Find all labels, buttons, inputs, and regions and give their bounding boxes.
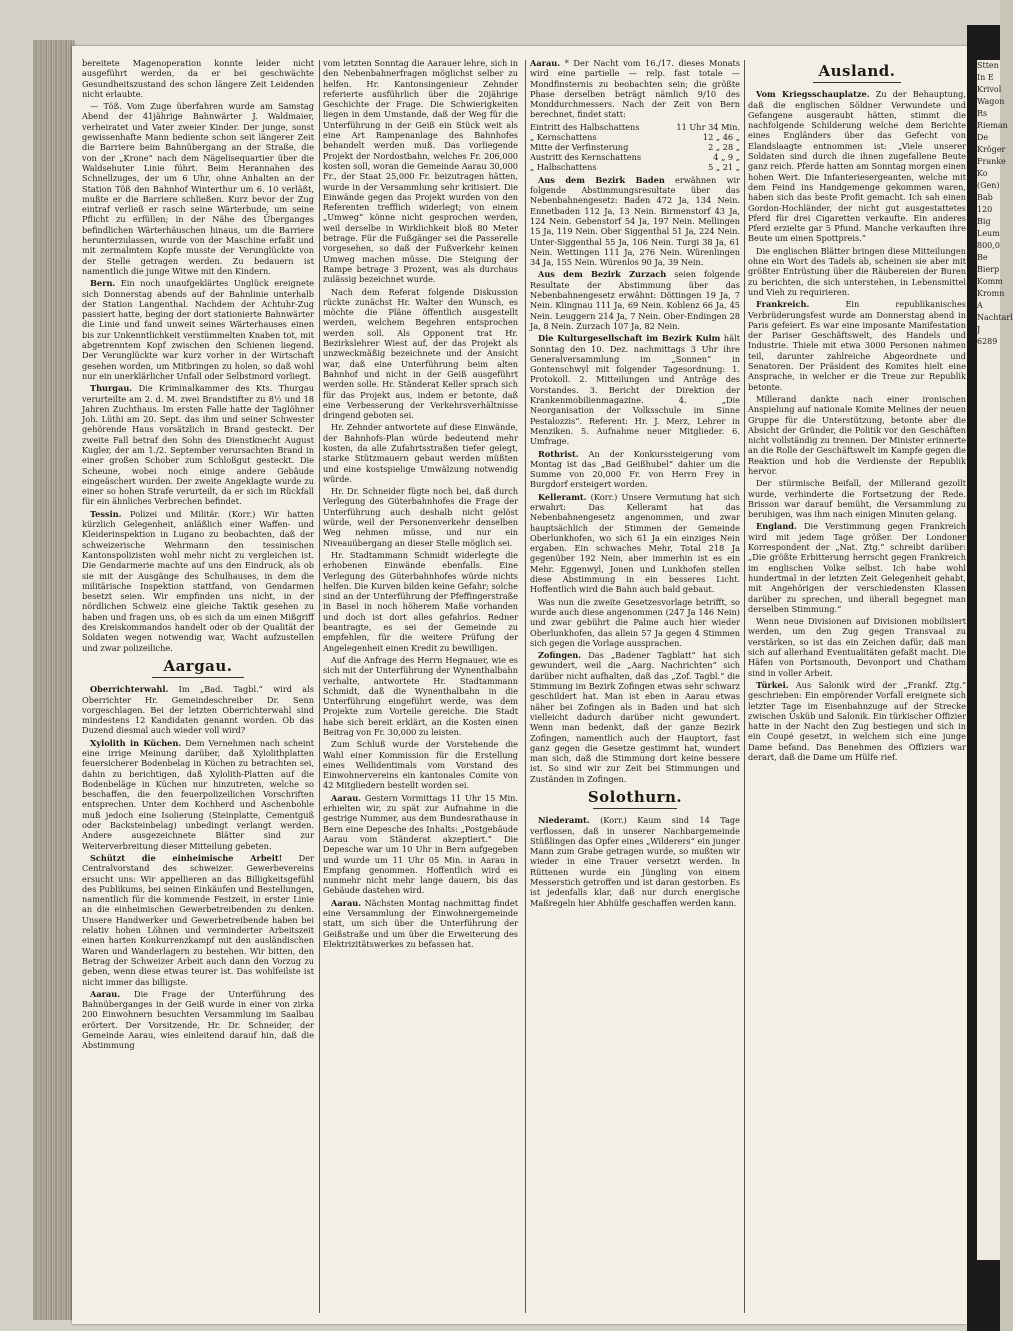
dateline-kelleramt: Kelleramt.: [538, 491, 587, 502]
phase-time: 2 „ 28 „: [708, 141, 740, 152]
dateline-tessin: Tessin.: [90, 508, 122, 519]
headline-baden: Aus dem Bezirk Baden: [538, 174, 665, 185]
edge-fragment: Bab: [977, 193, 993, 202]
headline-kriegsschauplatz: Vom Kriegsschauplatze.: [756, 89, 870, 100]
article-paragraph: Hr. Stadtammann Schmidt widerlegte die erhobenen Einwände ebenfalls. Eine Verlegung des Güterbahnhofes würde nichts helfen. Die Kurven bilden keine Gefahr; solche sind an der Unterführung der Pfeffingerstraße in Basel in noch höherem Maße vorhanden und doch ist dort alles gefahrlos. Redner beantragte, es sei der Gemeinde zu empfehlen, für die weitere Prüfung der Angelegenheit einen Kredit zu bewilligen.: [323, 549, 518, 653]
facing-page-edge: [977, 60, 1013, 1260]
section-heading-solothurn: Solothurn.: [587, 788, 683, 806]
article-paragraph: Millerand dankte nach einer ironischen Anspielung auf nationale Komite Melines der neuen Gruppe für die Unterstützung, betonte aber die Absicht der Gründer, die Politik vor den Geschäften nicht vollständig zu trennen. Der Minister erinnerte an die Rolle der Geschäftswelt im Kampfe gegen die Reaktion und hob die Verdienste der Republik hervor.: [748, 393, 966, 476]
phase-time: 12 „ 46 „: [702, 131, 740, 142]
article-text: Aus Salonik wird der „Frankf. Ztg.“ geschrieben: Ein empörender Vorfall ereignete sich letzter Tage im Eisenbahnzuge auf der Strecke zwischen Üsküb und Salonik. Ein türkischer Offizier hatte in der Nacht den Zug bestiegen und sich in ein Coupé gesetzt, in welchem sich eine junge Dame befand. Das Benehmen des Offiziers war derart, daß die Dame um Hülfe rief.: [748, 679, 967, 762]
dateline-aarau: Aarau.: [90, 988, 121, 999]
article-text: Der Centralvorstand des schweizer. Gewerbevereins ersucht uns: Wir appellieren an das Billigkeitsgefühl des Publikums, bei seinen Einkäufen und Bestellungen, namentlich für die kommende Festzeit, in erster Linie an die einheimischen Gewerbetreibenden zu denken. Unsere Handwerker und Gewerbetreibende haben bei relativ hohen Löhnen und verminderter Arbeitszeit einen harten Konkurrenzkampf mit den ausländischen Waren und Wanderlagern zu bestehen. Wir bitten, den Betrag der Schweizer Arbeit auch dann den Vorzug zu geben, wenn diese etwas teurer ist. Das wohlfeilste ist nicht immer das billigste.: [82, 852, 314, 987]
headline-zurzach: Aus dem Bezirk Zurzach: [538, 269, 667, 280]
article-kriegsschauplatz: [748, 89, 966, 243]
stacked-page-edges: [33, 40, 75, 1320]
section-heading-aargau: Aargau.: [163, 656, 233, 675]
dateline-rothrist: Rothrist.: [538, 448, 579, 459]
phase-label: „ Halbschattens: [530, 161, 597, 172]
timetable-row: [530, 142, 740, 152]
dateline-bern: Bern.: [90, 278, 116, 289]
article-paragraph: Was nun die zweite Gesetzesvorlage betrifft, so wurde auch diese angenommen (247 Ja 146 Nein) und zwar gebührt die Palme auch hier wieder Oberlunkhofen, das allein 57 Ja gegen 4 Stimmen sich gegen die Vorlage aussprachen.: [530, 596, 740, 648]
column-3: [530, 58, 740, 1319]
headline-xylolith: Xylolith in Küchen.: [90, 737, 182, 748]
dateline-aarau: Aarau.: [331, 897, 362, 908]
edge-fragment: 6289: [977, 337, 998, 346]
edge-fragment: De: [977, 133, 989, 142]
article-paragraph: Wenn neue Divisionen auf Divisionen mobilisiert werden, um den Zug gegen Transvaal zu verstärken, so ist das ein Zeichen dafür, daß man sich auf allerhand Eventualitäten gefaßt macht. Die Häfen von Portsmouth, Devonport und Chatham sind in voller Arbeit.: [748, 616, 966, 678]
article-text: seien folgende Resultate der Abstimmung über das Nebenbahnengesetz erwähnt: Döttingen 19 Ja, 7 Nein. Klingnau 111 Ja, 69 Nein. Koblenz 66 Ja, 45 Nein. Leuggern 214 Ja, 7 Nein. Ober-Endingen 28 Ja, 8 Nein. Zurzach 107 Ja, 82 Nein.: [530, 269, 740, 331]
edge-fragment: Komm: [977, 277, 1003, 286]
article-text: (Korr.) Kaum sind 14 Tage verflossen, daß in unserer Nachbargemeinde Stüßlingen das Opfer eines „Wilderers“ ein junger Mann zum Grabe getragen wurde, so mußten wir wieder in eine Trauer versetzt werden. In Rüttenen wurde ein Jüngling von einem Messerstich getroffen und ist daran gestorben. Es ist jedenfalls klar, daß nur durch energische Maßregeln hier Abhülfe geschaffen werden kann.: [530, 815, 740, 908]
article-text: Die Verstimmung gegen Frankreich wird mit jedem Tage größer. Der Londoner Korrespondent der „Nat. Ztg.“ schreibt darüber: „Die größte Erbitterung herrscht gegen Frankreich im englischen Volke selbst. Ich habe wohl hundertmal in der letzten Zeit Gelegenheit gehabt, mit Angehörigen der verschiedensten Klassen darüber zu sprechen, und überall begegnet man derselben Stimmung.“: [748, 521, 966, 614]
article-text: Im „Bad. Tagbl.“ wird als Oberrichter Hr. Gemeindeschreiber Dr. Senn vorgeschlagen. Bei der letzten Oberrichterwahl sind mindestens 12 Kandidaten genannt worden. Ob das Duzend diesmal auch wieder voll wird?: [82, 684, 314, 736]
article-text: erwähnen wir folgende Abstimmungsresultate über das Nebenbahnengesetz: Baden 472 Ja, 134 Nein. Ennetbaden 112 Ja, 13 Nein. Birmenstorf 43 Ja, 124 Nein. Gebenstorf 54 Ja, 197 Nein. Mellingen 15 Ja, 119 Nein. Ober Siggenthal 51 Ja, 224 Nein. Unter-Siggenthal 55 Ja, 106 Nein. Turgi 38 Ja, 61 Nein. Wettingen 111 Ja, 276 Nein. Würenlingen 34 Ja, 155 Nein. Würenlos 90 Ja, 39 Nein.: [530, 174, 740, 268]
phase-label: Eintritt des Halbschattens: [530, 121, 640, 132]
headline-oberrichterwahl: Oberrichterwahl.: [90, 684, 169, 695]
article-baden: [530, 175, 740, 268]
article-thurgau: [82, 383, 314, 507]
dateline-niederamt: Niederamt.: [538, 815, 590, 826]
eclipse-timetable: [530, 122, 740, 172]
edge-fragment: Rieman: [977, 121, 1008, 130]
article-text: Das „Badener Tagblatt“ hat sich gewundert, weil die „Aarg. Nachrichten“ sich darüber nicht aufhalten, daß das „Zof. Tagbl.“ die Stimmung im Bezirk Zofingen etwas sehr schwarz geschildert hat. Man ist eben in Aarau etwas näher bei Zofingen als in Baden und hat sich vielleicht dadurch darüber nicht gewundert. Wenn man bedenkt, daß der ganze Bezirk Zofingen, namentlich auch der Hauptort, fast ganz gegen die Gesetze gestimmt hat, wundert man sich, daß die Stimmung dort keine bessere ist. So sind wir zur Zeit bei Stimmungen und Zuständen in Zofingen.: [530, 650, 740, 784]
dateline-zofingen: Zofingen.: [538, 650, 582, 661]
dateline-england: England.: [756, 521, 797, 532]
article-text: Nächsten Montag nachmittag findet eine Versammlung der Einwohnergemeinde statt, um sich über die Unterführung der Geißstraße und um über die Erweiterung des Elektrizitätswerkes zu befassen hat.: [323, 897, 518, 949]
edge-fragment: Leum: [977, 229, 1000, 238]
edge-fragment: Kröger: [977, 145, 1006, 154]
edge-fragment: Bierp: [977, 265, 1000, 274]
article-text: Zu der Behauptung, daß die englischen Söldner Verwundete und Gefangene ausgeraubt hätten, stimmt die nachfolgende Schilderung welche dem Berichte eines Engländers über das Gefecht von Elandslaagte entnommen ist: „Viele unserer Soldaten sind durch die ihnen zugefallene Beute ganz reich. Pferde hatten am Sonntag morgen einen hohen Wert. Die Infanteriesergeanten, welche mit dem Feind ins Handgemenge gekommen waren, haben sich das beste Profit gemacht. Ich sah einen Gordon-Hochländer, der nicht gut ausgestattetes Pferd für drei Cigaretten verkaufte. Ein anderes Pferd erzielte gar 5 Pfund. Manche verkauften ihre Beute um einen Spottpreis.“: [748, 89, 966, 244]
article-paragraph: Auf die Anfrage des Herrn Hegnauer, wie es sich mit der Unterführung der Wynenthalbahn verhalte, antwortete Hr. Stadtammann Schmidt, daß die Wynenthalbahn in die Unterführung eingeführt werde, was dem Projekte zum Vorteile gereiche. Die Stadt habe sich bereit erklärt, an die Kosten einen Beitrag von Fr. 30,000 zu leisten.: [323, 654, 518, 737]
edge-fragment: Kromn: [977, 289, 1005, 298]
phase-label: „ Kernschattens: [530, 131, 597, 142]
phase-time: 5 „ 21 „: [708, 161, 740, 172]
dateline-aarau: Aarau.: [331, 792, 362, 803]
article-paragraph: bereitete Magenoperation konnte leider nicht ausgeführt werden, da er bei geschwächte Gesundheitszustand des schon längere Zeit Leidenden nicht erlaubte.: [82, 58, 314, 99]
article-oberrichterwahl: [82, 684, 314, 735]
edge-fragment: J: [977, 325, 981, 334]
edge-fragment: Rs: [977, 109, 988, 118]
edge-fragment: Franke: [977, 157, 1006, 166]
article-tuerkei: [748, 680, 966, 762]
heading-rule: [813, 82, 900, 83]
edge-fragment: In E: [977, 73, 994, 82]
timetable-row: [530, 152, 740, 162]
article-paragraph: Zum Schluß wurde der Vorstehende die Wahl einer Kommission für die Erstellung eines Wellidentimals vom Vorstand des Einwohnervereins ein kantonales Comite von 42 Mitgliedern bestellt worden sei.: [323, 739, 518, 791]
phase-label: Mitte der Verfinsterung: [530, 141, 629, 152]
edge-fragment: A: [977, 301, 983, 310]
article-kelleramt: [530, 492, 740, 595]
column-2: [323, 58, 518, 1319]
edge-fragment: Ko: [977, 169, 988, 178]
article-bern: [82, 278, 314, 381]
article-text: Die Kriminalkammer des Kts. Thurgau verurteilte am 2. d. M. zwei Brandstifter zu 8½ und 18 Jahren Zuchthaus. Im ersten Falle hatte der Taglöhner Joh. Lüthi am 20. Sept. das ihm und seiner Schwester gehörende Haus vorsätzlich in Brand gesteckt. Der zweite Fall betraf den Sohn des Dienstknecht August Kugler, der am 1./2. September verursachten Brand in einer großen Schober zum Schloßgut gesteckt. Die Scheune, wobei noch einige andere Gebäude eingeäschert wurden. Der zweite Angeklagte wurde zu einer so hohen Strafe verurteilt, da er sich im Rückfall für ein ähnliches Verbrechen befindet.: [82, 383, 314, 507]
article-text: Die Frage der Unterführung des Bahnüberganges in der Geiß wurde in einer von zirka 200 Einwohnern besuchten Versammlung im Saalbau erörtert. Der Vorsitzende, Hr. Dr. Schneider, der Gemeinde Aarau, wies einleitend darauf hin, daß die Abstimmung: [82, 988, 314, 1051]
article-niederamt: [530, 815, 740, 908]
column-4: [748, 58, 966, 1319]
column-rule: [525, 60, 526, 1313]
dateline-aarau: Aarau.: [530, 58, 561, 68]
article-frankreich: [748, 299, 966, 392]
heading-rule: [152, 677, 245, 678]
edge-fragment: Wagon: [977, 97, 1005, 106]
headline-schuetzt: Schützt die einheimische Arbeit!: [90, 852, 283, 863]
article-text: Polizei und Militär. (Korr.) Wir hatten kürzlich Gelegenheit, anläßlich einer Waffen- und Kleiderinspektion in Lugano zu beobachten, daß der schweizerische Wehrmann den tessinischen Kantonspolizisten wohl mehr nicht zu vergleichen ist. Die Gendarmerie machte auf uns den Eindruck, als ob sie mit der Ausgänge des Schulhauses, in dem die militärische Inspektion stattfand, von Gendarmen besetzt seien. Wir empfinden uns nicht, in der nördlichen Schweiz eine gleiche Taktik gesehen zu haben und fragen uns, ob es sich da um einen Mißgriff des Kreiskommandos handelt oder ob der Qualität der Soldaten wegen notwendig war, Wacht aufzustellen und zwar polizeiliche.: [82, 508, 314, 653]
article-paragraph: Nach dem Referat folgende Diskussion rückte zunächst Hr. Walter den Wunsch, es möchte die Pläne öffentlich ausgestellt werden, welchem Begehren entsprochen werden soll. Als Opponent trat Hr. Bezirkslehrer Wiest auf, der das Projekt als unzweckmäßig bezeichnete und der Ansicht war, daß eine Unterführung beim alten Bahnhof und nicht in der Geiß ausgeführt werden solle. Hr. Ständerat Keller sprach sich für das Projekt aus, indem er betonte, daß eine Verbesserung der Verkehrsverhältnisse dringend geboten sei.: [323, 286, 518, 421]
edge-fragment: Krivol: [977, 85, 1002, 94]
article-kulm: [530, 333, 740, 446]
article-tessin: [82, 509, 314, 653]
article-aarau-depesche: [323, 793, 518, 896]
article-aarau: [82, 989, 314, 1051]
article-text: hält Sonntag den 10. Dez. nachmittags 3 Uhr ihre Generalversammlung im „Sonnen“ in Gontenschwyl mit folgender Tagesordnung: 1. Protokoll. 2. Mitteilungen und Anträge des Vorstandes. 3. Bericht der Direktion der Krankenmobilienmagazine. 4. „Die Neorganisation der Volksschule im Sinne Pestalozzis“. Referent: Hr. J. Merz, Lehrer in Menziken. 5. Aufnahme neuer Mitglieder. 6. Umfrage.: [530, 333, 740, 447]
article-text: Ein republikanisches Verbrüderungsfest wurde am Donnerstag abend in Paris gefeiert. Es war eine imposante Manifestation der Pariser Geschäftswelt, des Handels und Industrie. Thiele mit etwa 3000 Personen nahmen teil, darunter zahlreiche Abgeordnete und Senatoren. Der Präsident des Komites hielt eine Ansprache, in welcher er die Treue zur Republik betonte.: [748, 299, 966, 392]
section-heading-ausland: Ausland.: [818, 62, 896, 80]
article-paragraph: Hr. Dr. Schneider fügte noch bei, daß durch Verlegung des Güterbahnhofes die Frage der Unterführung auch deshalb nicht gelöst würde, weil der Personenverkehr denselben Weg nehmen müsse, und nur ein Niveauübergang an dieser Stelle möglich sei.: [323, 486, 518, 548]
edge-fragment: Nachtarl: [977, 313, 1013, 322]
phase-label: Austritt des Kernschattens: [530, 151, 642, 162]
article-paragraph: Hr. Zehnder antwortete auf diese Einwände, der Bahnhofs-Plan würde bedeutend mehr kosten, da alle Zufahrtsstraßen tiefer gelegt, starke Stützmauern gebaut werden müßten und eine kostspielige Umwälzung notwendig würde.: [323, 422, 518, 484]
heading-rule: [593, 808, 677, 809]
timetable-row: [530, 122, 740, 132]
edge-fragment: 120: [977, 205, 993, 214]
column-rule: [319, 60, 320, 1313]
article-zurzach: [530, 269, 740, 331]
phase-time: 4 „ 9 „: [713, 151, 740, 162]
article-paragraph: vom letzten Sonntag die Aarauer lehre, sich in den Nebenbahnerfragen möglichst selber zu helfen. Hr. Kantonsingenieur Zehnder referierte ausführlich über die 20jährige Geschichte der Frage. Die Schwierigkeiten liegen in dem Umstande, daß der Weg für die Unterführung in der Geiß ein Stück weit als eine Art Rampenanlage des Bahnhofes behandelt werden muß. Das vorliegende Projekt der Nordostbahn, welches Fr. 206,000 kosten soll, woran die Gemeinde Aarau 30,000 Fr., der Staat 25,000 Fr. beizutragen hätten, wurde in der Versammlung sehr kritisiert. Die Einwände gegen das Projekt wurden von den Referenten trefflich widerlegt; von einem „Umweg“ könne nicht gesprochen werden, weil derselbe in Wirklichkeit bloß 80 Meter betrage. Für die Fußgänger sei die Passerelle vorgesehen, so daß der Fußverkehr keinen Umweg machen müsse. Die Steigung der Rampe betrage 3 Prozent, was als durchaus zulässig bezeichnet wurde.: [323, 58, 518, 285]
headline-kulm: Die Kulturgesellschaft im Bezirk Kulm: [538, 333, 721, 344]
column-1: [82, 58, 314, 1319]
article-paragraph: Der stürmische Beifall, der Millerand gezollt wurde, verhinderte die Fortsetzung der Rede. Brisson war darauf bemüht, die Versammlung zu beruhigen, was ihm nach einigen Minuten gelang.: [748, 478, 966, 520]
edge-fragment: Stten: [977, 61, 999, 70]
article-aarau-versammlung: [323, 898, 518, 949]
timetable-row: [530, 132, 740, 142]
article-rothrist: [530, 449, 740, 490]
article-paragraph: Die englischen Blätter bringen diese Mitteilungen ohne ein Wort des Tadels ab, scheinen sie aber mit größter Entrüstung über die Räubereien der Buren zu berichten, die sich unterstehen, in Lebensmittel und Vieh zu requirieren.: [748, 245, 966, 297]
article-text: Ein noch unaufgeklärtes Unglück ereignete sich Donnerstag abends auf der Bahnlinie unterhalb der Station Langenthal. Nachdem der Achtuhr-Zug passiert hatte, beging der dort stationierte Bahnwärter die Linie und fand unweit seines Wärterhauses einen bis zur Unkenntlichkeit verstümmelten Knaben tot, mit abgetrenntem Kopf zwischen den Schienen liegend. Der Verunglückte war kurz vorher in der Wirtschaft gesehen worden, um Mitbringen zu holen, so daß wohl nur ein unerklärlicher Unfall oder Selbstmord vorliegt.: [82, 278, 314, 381]
article-xylolith: [82, 738, 314, 851]
dateline-thurgau: Thurgau.: [90, 383, 133, 394]
article-mondfinsternis: [530, 58, 740, 120]
edge-fragment: Big: [977, 217, 991, 226]
article-text: Dem Vernehmen nach scheint eine irrige Meinung darüber, daß Xylolithplatten feuersicherer Bodenbelag in Küchen zu betrachten sei, dahin zu berichtigen, daß Xylolith-Platten auf die Bodenbeläge in Küchen nur hinzutreten, welche so beschaffen, die den feuerpolizeilichen Vorschriften entsprechen. Unter dem Kochherd und Aschenbohle muß jedoch eine Isolierung (Steinplatte, Cementguß oder Backsteinbelag) unbedingt verlangt werden. Andere ausgezeichnete Blätter sind zur Weiterverbreitung dieser Mitteilung gebeten.: [82, 737, 315, 851]
article-england: [748, 521, 966, 614]
edge-fragment: (Gen): [977, 181, 1000, 190]
edge-fragment: Be: [977, 253, 988, 262]
article-zofingen: [530, 650, 740, 784]
timetable-row: [530, 162, 740, 172]
phase-time: 11 Uhr 34 Min.: [676, 121, 740, 132]
article-paragraph: — Töß. Vom Zuge überfahren wurde am Samstag Abend der 41jährige Bahnwärter J. Waldmaier, verheiratet und Vater zweier Kinder. Der junge, sonst gewissenhafte Mann bediente schon seit längerer Zeit die Barriere beim Bahnübergang an der Straße, die von der „Krone“ nach dem Nägelisequartier über die Waldsehuter Linie führt. Beim Herannahen des Schnellzuges, der um 6 Uhr, ohne Anhalten an der Station Töß den Bahnhof Winterthur um 6. 10 verläßt, mußte er die Barriere schließen. Kurz bevor der Zug eintraf verließ er rasch seine Wärterbude, um seine Pflicht zu erfüllen; in der Nähe des Überganges befindlichen Wärterhäuschen hinaus, um die Barriere herunterzulassen, wurde von der Maschine erfaßt und mit zermalmtem Kopfe musste der Verunglückte von der Stelle getragen werden. Zu bedauern ist namentlich die junge Witwe mit den Kindern.: [82, 101, 314, 276]
article-schuetzt: [82, 853, 314, 987]
dateline-tuerkei: Türkei.: [756, 679, 789, 690]
article-text: Gestern Vormittags 11 Uhr 15 Min. erhielten wir, zu spät zur Aufnahme in die gestrige Nummer, aus dem Bundesrathause in Bern eine Depesche des Inhalts: „Postgebäude Aarau vom Ständerat akzeptiert.“ Die Depesche war um 10 Uhr in Bern aufgegeben und wurde um 11 Uhr 05 Min. in Aarau in Empfang genommen. Hoffentlich wird es nunmehr nicht mehr lange dauern, bis das Gebäude dastehen wird.: [323, 792, 519, 896]
article-text: An der Konkurssteigerung vom Montag ist das „Bad Geißhubel“ dahier um die Summe von 20,000 Fr. von Herrn Frey in Burgdorf ersteigert worden.: [530, 448, 740, 490]
edge-fragment: 800,0: [977, 241, 1000, 250]
column-rule: [744, 60, 745, 1313]
article-text: (Korr.) Unsere Vermutung hat sich erwahrt: Das Kelleramt hat das Nebenbahnengesetz angenommen, und zwar hauptsächlich der Stimmen der Gemeinde Oberlunkhofen, wo sich 61 Ja ein einziges Nein ergaben. Ein schwaches Mehr, Total 218 Ja gegenüber 192 Nein, aber immerhin ist es ein Mehr. Eggenwyl, Jonen und Lunkhofen stellen diese Abstimmung in ein besseres Licht. Hoffentlich wird die Bahn auch bald gebaut.: [530, 491, 740, 595]
dateline-frankreich: Frankreich.: [756, 299, 810, 310]
article-text: * Der Nacht vom 16./17. dieses Monats wird eine partielle — relp. fast totale — Mondfinsternis zu beobachten sein; die größte Phase derselben beträgt nämlich 9/10 des Monddurchmessers. Nach der Zeit von Bern berechnet, findet statt:: [530, 58, 740, 120]
